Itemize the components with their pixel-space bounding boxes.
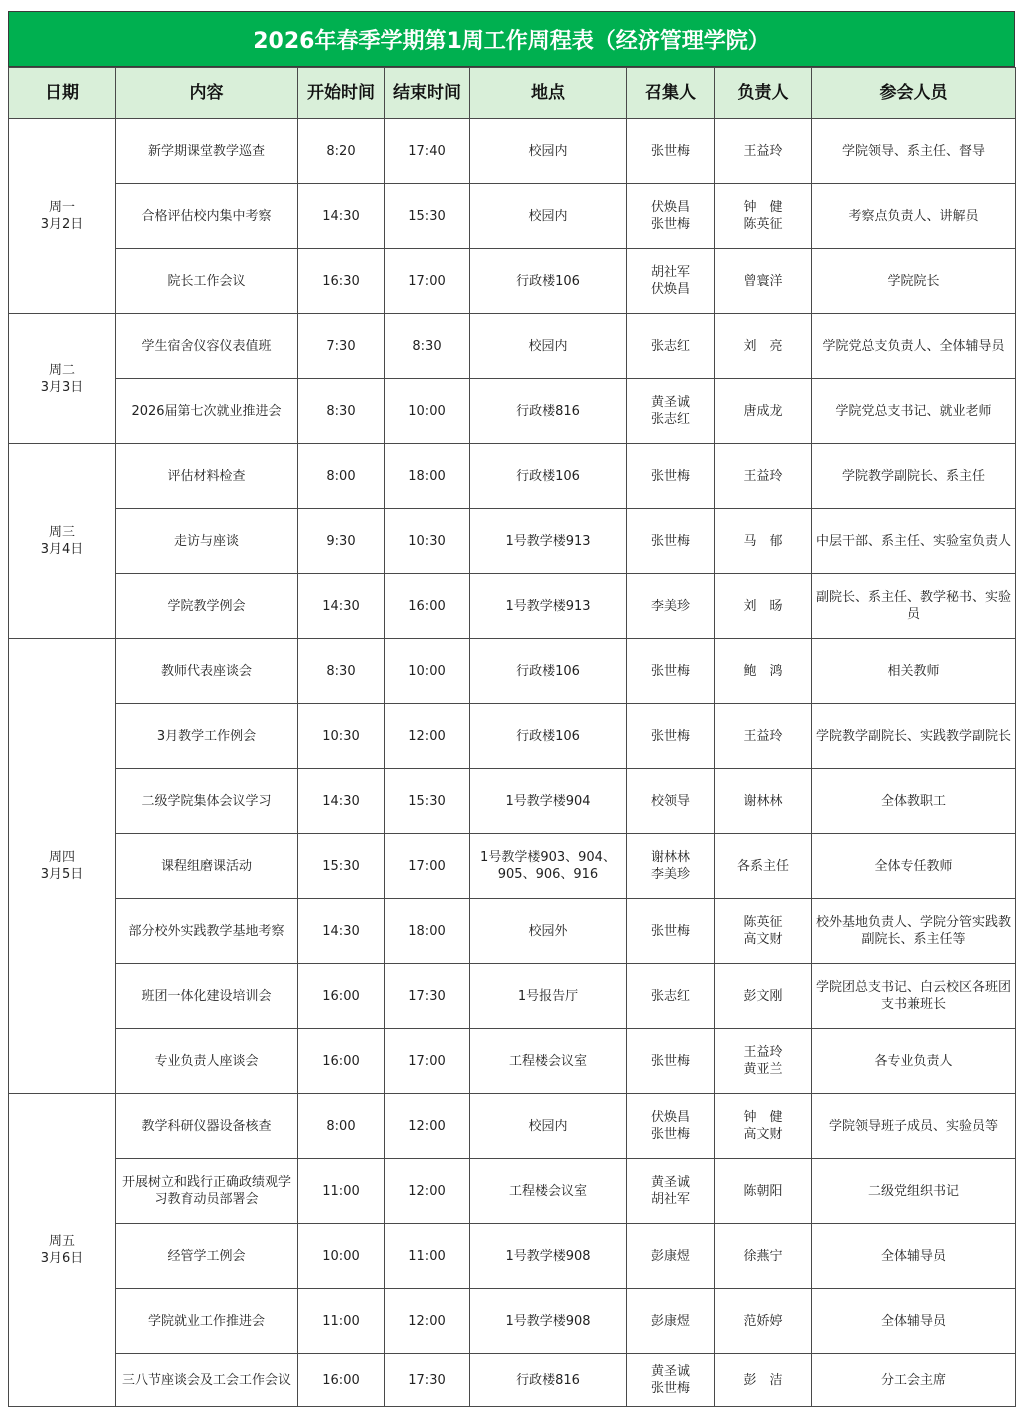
cell-start-time: 9:30 [298,509,385,574]
cell-responsible: 鲍 鸿 [715,639,812,704]
cell-responsible: 徐燕宁 [715,1224,812,1289]
cell-location: 1号教学楼913 [470,509,627,574]
cell-content: 班团一体化建设培训会 [116,964,298,1029]
cell-location: 行政楼106 [470,444,627,509]
table-row [9,1354,1016,1407]
cell-end-time: 11:00 [385,1224,470,1289]
cell-attendees: 学院领导班子成员、实验员等 [812,1094,1016,1159]
cell-start-time: 8:00 [298,1094,385,1159]
header-content: 内容 [116,68,298,119]
cell-content: 2026届第七次就业推进会 [116,379,298,444]
cell-attendees: 副院长、系主任、教学秘书、实验员 [812,574,1016,639]
table-row [9,704,1016,769]
cell-convener: 张世梅 [627,704,715,769]
cell-location: 校园内 [470,119,627,184]
cell-responsible: 陈英征 高文财 [715,899,812,964]
table-row [9,249,1016,314]
cell-convener: 谢林林 李美珍 [627,834,715,899]
cell-attendees: 二级党组织书记 [812,1159,1016,1224]
cell-convener: 胡社军 伏焕昌 [627,249,715,314]
cell-attendees: 学院教学副院长、实践教学副院长 [812,704,1016,769]
cell-responsible: 王益玲 黄亚兰 [715,1029,812,1094]
cell-end-time: 12:00 [385,1094,470,1159]
header-convener: 召集人 [627,68,715,119]
cell-start-time: 11:00 [298,1289,385,1354]
cell-attendees: 校外基地负责人、学院分管实践教副院长、系主任等 [812,899,1016,964]
cell-start-time: 10:30 [298,704,385,769]
cell-attendees: 相关教师 [812,639,1016,704]
cell-end-time: 17:00 [385,1029,470,1094]
cell-attendees: 分工会主席 [812,1354,1016,1407]
cell-content: 部分校外实践教学基地考察 [116,899,298,964]
cell-content: 学生宿舍仪容仪表值班 [116,314,298,379]
cell-convener: 张志红 [627,314,715,379]
cell-responsible: 刘 旸 [715,574,812,639]
cell-responsible: 各系主任 [715,834,812,899]
cell-start-time: 16:00 [298,964,385,1029]
cell-location: 行政楼816 [470,379,627,444]
cell-end-time: 12:00 [385,1159,470,1224]
cell-location: 行政楼106 [470,639,627,704]
cell-responsible: 范娇婷 [715,1289,812,1354]
cell-content: 教学科研仪器设备核查 [116,1094,298,1159]
cell-attendees: 学院党总支负责人、全体辅导员 [812,314,1016,379]
cell-start-time: 14:30 [298,899,385,964]
table-row [9,639,1016,704]
cell-location: 校园外 [470,899,627,964]
cell-responsible: 曾寰洋 [715,249,812,314]
cell-start-time: 16:00 [298,1029,385,1094]
cell-convener: 张世梅 [627,1029,715,1094]
cell-content: 院长工作会议 [116,249,298,314]
cell-responsible: 陈朝阳 [715,1159,812,1224]
cell-start-time: 8:00 [298,444,385,509]
cell-attendees: 考察点负责人、讲解员 [812,184,1016,249]
cell-responsible: 王益玲 [715,119,812,184]
cell-location: 1号教学楼913 [470,574,627,639]
cell-end-time: 15:30 [385,184,470,249]
cell-start-time: 14:30 [298,769,385,834]
table-row [9,899,1016,964]
cell-attendees: 学院党总支书记、就业老师 [812,379,1016,444]
cell-end-time: 10:30 [385,509,470,574]
header-start-time: 开始时间 [298,68,385,119]
cell-convener: 张世梅 [627,639,715,704]
cell-location: 行政楼106 [470,704,627,769]
cell-end-time: 17:00 [385,249,470,314]
cell-end-time: 15:30 [385,769,470,834]
cell-convener: 黄圣诚 胡社军 [627,1159,715,1224]
header-end-time: 结束时间 [385,68,470,119]
cell-end-time: 12:00 [385,704,470,769]
cell-convener: 彭康煜 [627,1224,715,1289]
cell-location: 工程楼会议室 [470,1159,627,1224]
cell-start-time: 14:30 [298,184,385,249]
cell-attendees: 全体专任教师 [812,834,1016,899]
cell-content: 学院就业工作推进会 [116,1289,298,1354]
cell-attendees: 学院团总支书记、白云校区各班团支书兼班长 [812,964,1016,1029]
cell-location: 工程楼会议室 [470,1029,627,1094]
cell-responsible: 钟 健 陈英征 [715,184,812,249]
cell-location: 校园内 [470,314,627,379]
cell-end-time: 10:00 [385,379,470,444]
table-row [9,509,1016,574]
table-row [9,1094,1016,1159]
cell-attendees: 学院院长 [812,249,1016,314]
table-row [9,1224,1016,1289]
cell-attendees: 全体辅导员 [812,1289,1016,1354]
cell-date: 周四 3月5日 [9,639,116,1094]
cell-location: 行政楼816 [470,1354,627,1407]
cell-content: 课程组磨课活动 [116,834,298,899]
cell-date: 周一 3月2日 [9,119,116,314]
header-attendees: 参会人员 [812,68,1016,119]
cell-convener: 黄圣诚 张世梅 [627,1354,715,1407]
cell-convener: 张世梅 [627,509,715,574]
cell-end-time: 8:30 [385,314,470,379]
cell-content: 3月教学工作例会 [116,704,298,769]
cell-location: 1号教学楼908 [470,1224,627,1289]
cell-date: 周二 3月3日 [9,314,116,444]
cell-end-time: 10:00 [385,639,470,704]
cell-responsible: 谢林林 [715,769,812,834]
cell-convener: 彭康煜 [627,1289,715,1354]
header-location: 地点 [470,68,627,119]
cell-content: 走访与座谈 [116,509,298,574]
cell-responsible: 刘 亮 [715,314,812,379]
cell-attendees: 全体教职工 [812,769,1016,834]
table-row [9,769,1016,834]
cell-location: 校园内 [470,184,627,249]
schedule-title: 2026年春季学期第1周工作周程表（经济管理学院） [8,11,1015,67]
cell-end-time: 16:00 [385,574,470,639]
cell-convener: 张世梅 [627,444,715,509]
cell-convener: 张世梅 [627,899,715,964]
cell-end-time: 18:00 [385,899,470,964]
table-row [9,834,1016,899]
cell-location: 1号教学楼904 [470,769,627,834]
cell-convener: 校领导 [627,769,715,834]
cell-convener: 张志红 [627,964,715,1029]
cell-convener: 伏焕昌 张世梅 [627,184,715,249]
header-responsible: 负责人 [715,68,812,119]
cell-end-time: 17:40 [385,119,470,184]
table-row [9,119,1016,184]
cell-content: 专业负责人座谈会 [116,1029,298,1094]
table-row [9,379,1016,444]
cell-content: 学院教学例会 [116,574,298,639]
cell-content: 教师代表座谈会 [116,639,298,704]
cell-attendees: 各专业负责人 [812,1029,1016,1094]
cell-responsible: 王益玲 [715,704,812,769]
cell-content: 二级学院集体会议学习 [116,769,298,834]
cell-content: 经管学工例会 [116,1224,298,1289]
cell-start-time: 7:30 [298,314,385,379]
cell-start-time: 16:30 [298,249,385,314]
cell-location: 1号教学楼903、904、 905、906、916 [470,834,627,899]
cell-start-time: 8:20 [298,119,385,184]
cell-responsible: 唐成龙 [715,379,812,444]
cell-location: 行政楼106 [470,249,627,314]
table-row [9,574,1016,639]
cell-end-time: 17:30 [385,964,470,1029]
table-row [9,1159,1016,1224]
cell-location: 1号教学楼908 [470,1289,627,1354]
cell-attendees: 学院领导、系主任、督导 [812,119,1016,184]
cell-end-time: 18:00 [385,444,470,509]
schedule-table [8,67,1016,1407]
cell-start-time: 8:30 [298,379,385,444]
cell-attendees: 全体辅导员 [812,1224,1016,1289]
cell-start-time: 10:00 [298,1224,385,1289]
table-row [9,314,1016,379]
cell-end-time: 17:30 [385,1354,470,1407]
table-row [9,1029,1016,1094]
table-row [9,444,1016,509]
cell-responsible: 彭 洁 [715,1354,812,1407]
cell-attendees: 学院教学副院长、系主任 [812,444,1016,509]
cell-end-time: 17:00 [385,834,470,899]
cell-responsible: 彭文刚 [715,964,812,1029]
cell-content: 新学期课堂教学巡查 [116,119,298,184]
cell-convener: 李美珍 [627,574,715,639]
cell-convener: 伏焕昌 张世梅 [627,1094,715,1159]
cell-start-time: 14:30 [298,574,385,639]
cell-start-time: 15:30 [298,834,385,899]
cell-content: 合格评估校内集中考察 [116,184,298,249]
cell-location: 1号报告厅 [470,964,627,1029]
table-row [9,964,1016,1029]
cell-location: 校园内 [470,1094,627,1159]
cell-content: 评估材料检查 [116,444,298,509]
header-row [9,68,1016,119]
cell-end-time: 12:00 [385,1289,470,1354]
cell-start-time: 11:00 [298,1159,385,1224]
cell-responsible: 王益玲 [715,444,812,509]
cell-start-time: 16:00 [298,1354,385,1407]
cell-start-time: 8:30 [298,639,385,704]
cell-content: 三八节座谈会及工会工作会议 [116,1354,298,1407]
schedule-body [9,119,1016,1407]
cell-responsible: 钟 健 高文财 [715,1094,812,1159]
cell-attendees: 中层干部、系主任、实验室负责人 [812,509,1016,574]
header-date: 日期 [9,68,116,119]
cell-convener: 黄圣诚 张志红 [627,379,715,444]
table-row [9,184,1016,249]
cell-date: 周五 3月6日 [9,1094,116,1407]
cell-content: 开展树立和践行正确政绩观学习教育动员部署会 [116,1159,298,1224]
cell-responsible: 马 郁 [715,509,812,574]
cell-date: 周三 3月4日 [9,444,116,639]
cell-convener: 张世梅 [627,119,715,184]
table-row [9,1289,1016,1354]
